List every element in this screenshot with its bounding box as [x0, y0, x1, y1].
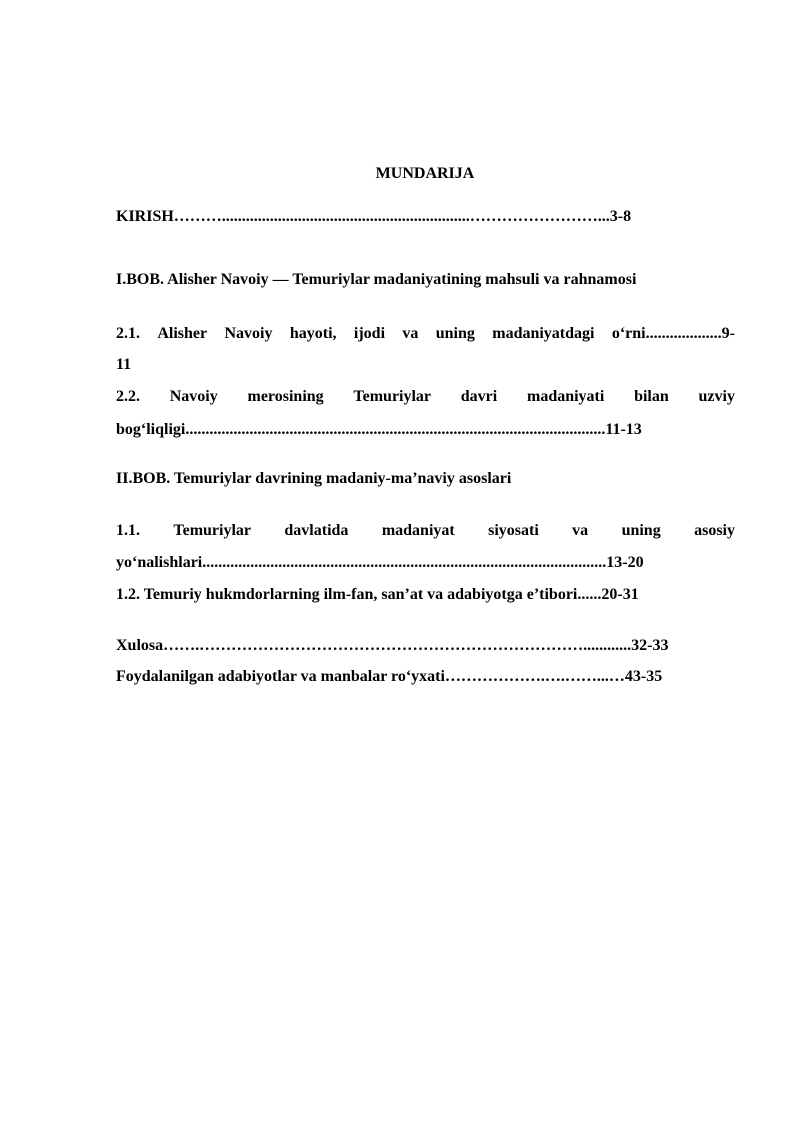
toc-entry-xulosa: Xulosa…….………………………………………………………………............32-33: [116, 637, 669, 654]
toc-word: uzviy: [698, 388, 735, 405]
toc-entry-adabiyotlar: Foydalanilgan adabiyotlar va manbalar ro‘yxati……………….….……...…43-35: [116, 668, 663, 685]
toc-entry-2-2-pages: bog‘liqligi.........................................................................................................11-13: [116, 421, 642, 438]
toc-entry-1-2: 1.2. Temuriy hukmdorlarning ilm-fan, san’at va adabiyotga e’tibori......20-31: [116, 586, 639, 603]
toc-word: Navoiy: [169, 388, 218, 405]
toc-word: uning: [621, 522, 661, 539]
toc-word: 2.1.: [116, 325, 140, 342]
toc-word: ijodi: [353, 325, 386, 342]
toc-entry-2-1-pages: 11: [116, 356, 132, 373]
toc-word: madaniyatdagi: [492, 325, 595, 342]
toc-word: bilan: [634, 388, 669, 405]
toc-entry-2-2: [116, 387, 735, 407]
toc-word: o‘rni...................9-: [611, 325, 735, 342]
toc-word: Navoiy: [224, 325, 273, 342]
toc-word: uning: [435, 325, 475, 342]
toc-word: davlatida: [284, 522, 349, 539]
toc-entry-2-1: [116, 324, 735, 344]
toc-word: merosining: [247, 388, 324, 405]
toc-word: asosiy: [694, 522, 735, 539]
toc-word: Temuriylar: [173, 522, 252, 539]
toc-entry-1-1: [116, 521, 735, 541]
toc-word: madaniyati: [526, 388, 605, 405]
toc-entry-1-1-pages: yo‘nalishlari.....................................................................................................13-20: [116, 554, 644, 571]
toc-word: hayoti,: [289, 325, 337, 342]
toc-word: 1.1.: [116, 522, 140, 539]
toc-chapter-1-title: I.BOB. Alisher Navoiy — Temuriylar madaniyatining mahsuli va rahnamosi: [116, 271, 637, 288]
toc-word: Temuriylar: [353, 388, 432, 405]
toc-word: davri: [460, 388, 498, 405]
toc-word: va: [572, 522, 589, 539]
toc-chapter-2-title: II.BOB. Temuriylar davrining madaniy-ma’naviy asoslari: [116, 470, 512, 487]
toc-entry-kirish: KIRISH………..............................................................……………………...3-8: [116, 208, 632, 225]
toc-word: siyosati: [488, 522, 539, 539]
page-title: MUNDARIJA: [375, 165, 475, 182]
toc-word: 2.2.: [116, 388, 140, 405]
toc-word: madaniyat: [381, 522, 455, 539]
toc-word: va: [402, 325, 419, 342]
toc-word: Alisher: [157, 325, 208, 342]
